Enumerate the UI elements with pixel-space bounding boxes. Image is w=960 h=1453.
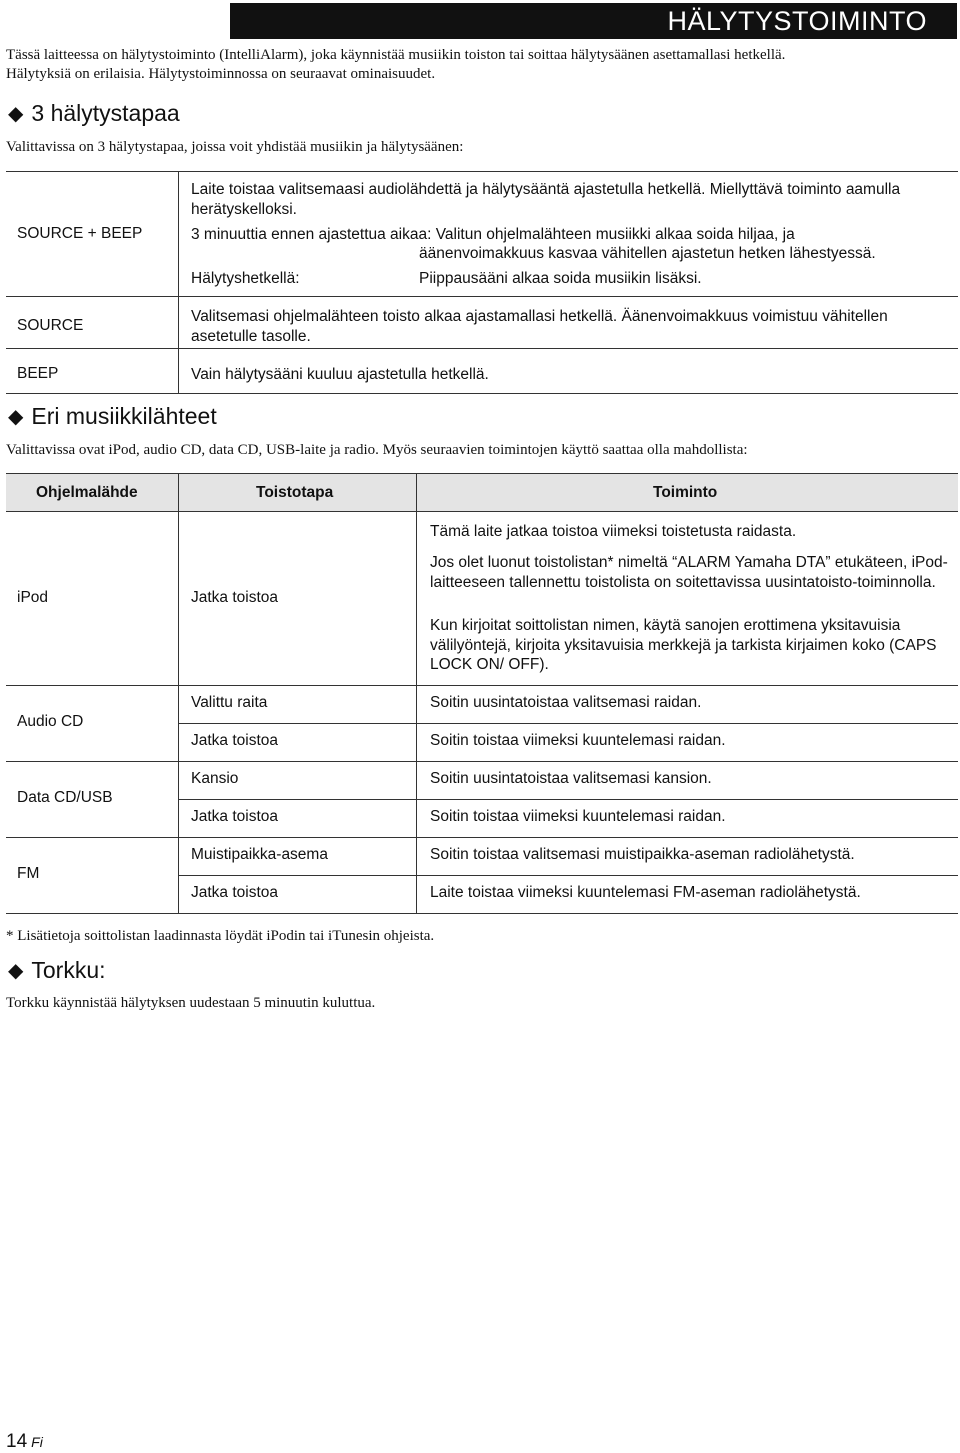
ramp-text: Valitun ohjelmalähteen musiikki alkaa soida hiljaa, ja [435,226,795,243]
diamond-bullet-icon: ◆ [8,405,24,428]
func-data-cd-2: Soitin toistaa viimeksi kuuntelemasi raidan. [430,808,726,825]
col-header-mode: Toistotapa [256,484,334,501]
func-audio-cd-1: Soitin uusintatoistaa valitsemasi raidan. [430,694,702,711]
intro-text [6,46,956,84]
ramp-text-cont: äänenvoimakkuus kasvaa vähitellen ajastetun hetken lähestyessä. [419,245,876,262]
sources-heading-text: Eri musiikkilähteet [31,403,217,429]
func-data-cd-1: Soitin uusintatoistaa valitsemasi kansion. [430,770,712,787]
snooze-heading-text: Torkku: [31,957,106,983]
mode-fm-1: Muistipaikka-asema [191,846,328,863]
sources-table [6,473,958,914]
page-title: HÄLYTYSTOIMINTO [230,3,957,39]
column-divider [416,474,417,913]
page-number [6,1431,43,1453]
table-row-divider [6,296,958,297]
mode-audio-cd-2: Jatka toistoa [191,732,279,749]
mode-desc-source-beep: Laite toistaa valitsemaasi audiolähdettä ja hälytysääntä ajastetulla hetkellä. Miellyttävä toiminto aamulla herätyskelloksi. [191,181,901,218]
table-divider [178,172,179,393]
table-header-row [6,474,958,512]
table-row-divider [6,685,958,686]
sources-heading [8,403,217,430]
mode-ipod: Jatka toistoa [191,589,279,606]
mode-fm-2: Jatka toistoa [191,884,279,901]
intro-line-1: Tässä laitteessa on hälytystoiminto (IntelliAlarm), joka käynnistää musiikin toiston tai soittaa hälytysäänen asettamallasi hetkellä. [6,47,786,63]
column-divider [178,474,179,913]
alarm-types-subtitle: Valittavissa on 3 hälytystapaa, joissa voit yhdistää musiikin ja hälytysäänen: [6,139,464,155]
table-subrow-divider [178,723,958,724]
alarm-moment-lead: Hälytyshetkellä: [191,270,300,287]
source-data-cd: Data CD/USB [17,789,113,806]
mode-data-cd-2: Jatka toistoa [191,808,279,825]
table-row-divider [6,761,958,762]
mode-desc-source: Valitsemasi ohjelmalähteen toisto alkaa ajastamallasi hetkellä. Äänenvoimakkuus voimistuu vähitellen asetetulle tasolle. [191,308,888,345]
table-row-divider [6,348,958,349]
source-audio-cd: Audio CD [17,713,84,730]
col-header-source: Ohjelmalähde [36,484,138,501]
page-number-value: 14 [6,1431,28,1452]
mode-label-source: SOURCE [17,317,84,334]
alarm-types-table [6,171,958,394]
alarm-moment-text: Piippausääni alkaa soida musiikin lisäksi. [419,270,702,287]
mode-desc-beep: Vain hälytysääni kuuluu ajastetulla hetkellä. [191,366,489,383]
sources-subtitle: Valittavissa ovat iPod, audio CD, data CD, USB-laite ja radio. Myös seuraavien toimintojen käyttö saattaa olla mahdollista: [6,442,748,458]
diamond-bullet-icon: ◆ [8,959,24,982]
page-language: Fi [31,1434,43,1450]
diamond-bullet-icon: ◆ [8,102,24,125]
func-audio-cd-2: Soitin toistaa viimeksi kuuntelemasi raidan. [430,732,726,749]
func-fm-1: Soitin toistaa valitsemasi muistipaikka-aseman radiolähetystä. [430,846,855,863]
alarm-types-heading-text: 3 hälytystapaa [31,100,180,126]
source-fm: FM [17,865,40,882]
mode-desc-source-beep-ramp [191,225,926,245]
func-ipod-1: Tämä laite jatkaa toistoa viimeksi toistetusta raidasta. [430,523,797,540]
func-fm-2: Laite toistaa viimeksi kuuntelemasi FM-aseman radiolähetystä. [430,884,861,901]
footnote: * Lisätietoja soittolistan laadinnasta löydät iPodin tai iTunesin ohjeista. [6,928,435,944]
snooze-text: Torkku käynnistää hälytyksen uudestaan 5 minuutin kuluttua. [6,995,376,1011]
mode-audio-cd-1: Valittu raita [191,694,268,711]
snooze-heading [8,957,106,984]
alarm-types-heading [8,100,180,127]
col-header-function: Toiminto [653,484,718,501]
source-ipod: iPod [17,589,49,606]
ramp-lead: 3 minuuttia ennen ajastettua aikaa: [191,226,432,243]
mode-label-source-beep: SOURCE + BEEP [17,225,143,242]
table-row-divider [6,837,958,838]
table-subrow-divider [178,875,958,876]
func-ipod-2: Jos olet luonut toistolistan* nimeltä “ALARM Yamaha DTA” etukäteen, iPod-laitteeseen tallennettu toistolista on soitettavissa uusintatoisto-toiminnolla. [430,554,948,591]
mode-data-cd-1: Kansio [191,770,239,787]
func-ipod-3: Kun kirjoitat soittolistan nimen, käytä sanojen erottimena yksitavuisia välilyöntejä, kirjoita yksitavuisia merkkejä ja tarkista kirjaimen koko (CAPS LOCK ON/ OFF). [430,617,937,673]
intro-line-2: Hälytyksiä on erilaisia. Hälytystoiminnossa on seuraavat ominaisuudet. [6,66,436,82]
table-subrow-divider [178,799,958,800]
mode-label-beep: BEEP [17,365,59,382]
